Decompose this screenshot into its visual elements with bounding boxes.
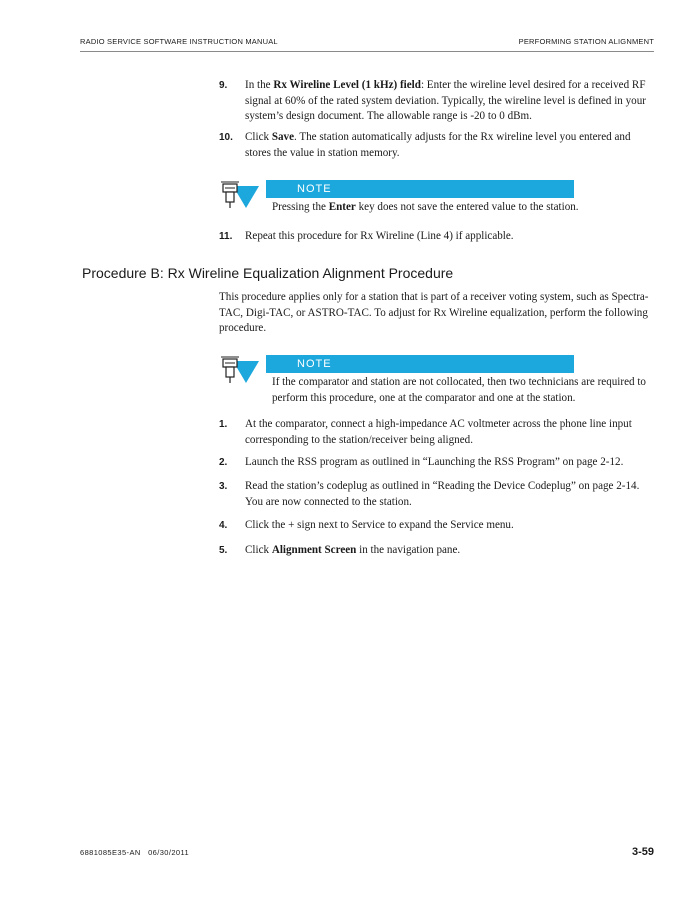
running-header-section: PERFORMING STATION ALIGNMENT	[518, 37, 654, 46]
step-number: 11.	[219, 231, 233, 242]
note-pen-icon	[219, 353, 259, 387]
step-text: At the comparator, connect a high-impedance AC voltmeter across the phone line input corresponding to the station/receiver being aligned.	[245, 418, 632, 446]
step-number: 5.	[219, 545, 228, 556]
step-number: 1.	[219, 419, 228, 430]
field-name: Rx Wireline Level (1 kHz) field	[273, 79, 421, 91]
step-2	[219, 455, 659, 471]
step-11	[219, 229, 659, 245]
note-text: Pressing the Enter key does not save the entered value to the station.	[272, 201, 579, 213]
step-text: Click Save. The station automatically adjusts for the Rx wireline level you entered and stores the value in station memory.	[245, 131, 631, 159]
enter-key-label: Enter	[328, 201, 356, 213]
save-label: Save	[271, 131, 294, 143]
step-text: Read the station’s codeplug as outlined in “Reading the Device Codeplug” on page 2-14. You are now connected to the station.	[245, 480, 640, 508]
step-text: Click the + sign next to Service to expand the Service menu.	[245, 519, 514, 531]
step-number: 10.	[219, 132, 233, 143]
section-intro: This procedure applies only for a station that is part of a receiver voting system, such as Spectra-TAC, Digi-TAC, or ASTRO-TAC. To adjust for Rx Wireline equalization, perform the following procedure.	[219, 291, 649, 334]
step-number: 3.	[219, 481, 228, 492]
step-text: In the Rx Wireline Level (1 kHz) field: Enter the wireline level desired for a received RF signal at 60% of the rated system deviation. Typically, the wireline level is defined in your system’s design document. The allowable range is -20 to 0 dBm.	[245, 79, 646, 122]
step-3	[219, 479, 659, 510]
note-label: NOTE	[297, 358, 332, 370]
section-heading: Procedure B: Rx Wireline Equalization Alignment Procedure	[82, 265, 454, 281]
step-text: Launch the RSS program as outlined in “Launching the RSS Program” on page 2-12.	[245, 456, 624, 468]
step-10	[219, 130, 659, 161]
running-header-title: RADIO SERVICE SOFTWARE INSTRUCTION MANUAL	[80, 37, 278, 46]
footer-doc-id: 6881085E35-AN 06/30/2011	[80, 848, 190, 857]
step-4	[219, 518, 659, 534]
step-5	[219, 543, 659, 559]
header-rule	[80, 51, 654, 52]
note-pen-icon	[219, 178, 259, 212]
page-number: 3-59	[631, 846, 654, 858]
step-number: 9.	[219, 80, 228, 91]
step-9	[219, 78, 659, 125]
step-1	[219, 417, 659, 448]
step-number: 4.	[219, 520, 228, 531]
alignment-screen-label: Alignment Screen	[271, 544, 357, 556]
step-text: Repeat this procedure for Rx Wireline (Line 4) if applicable.	[245, 230, 514, 242]
note-label: NOTE	[297, 183, 332, 195]
note-text: If the comparator and station are not collocated, then two technicians are required to perform this procedure, one at the comparator and one at the station.	[272, 376, 646, 404]
step-text: Click Alignment Screen in the navigation pane.	[245, 544, 461, 556]
step-number: 2.	[219, 457, 228, 468]
